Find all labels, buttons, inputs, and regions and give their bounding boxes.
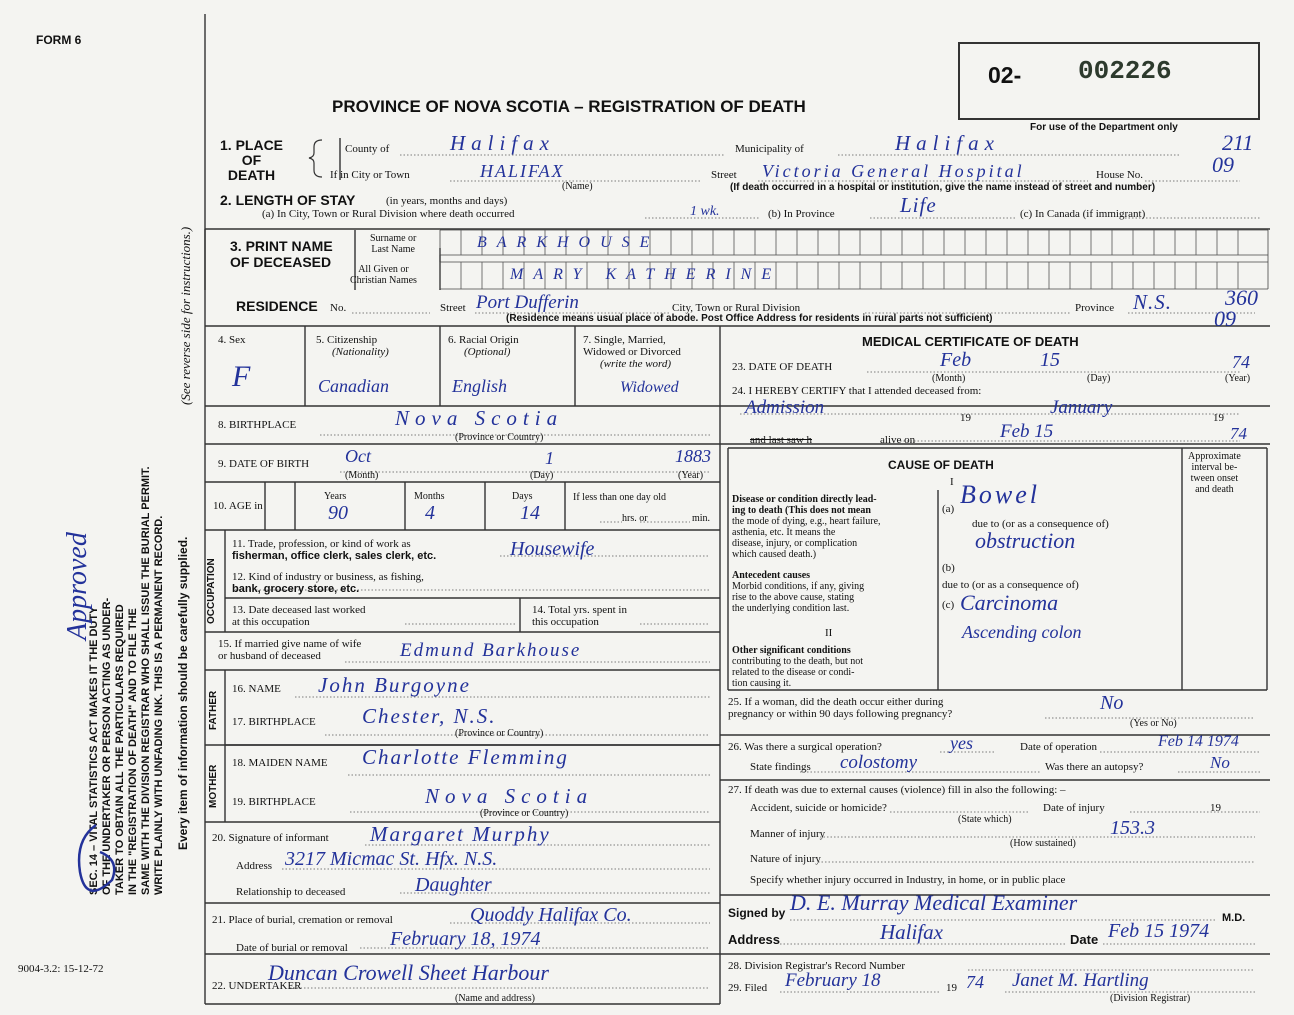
sec14-line-2: OF THE UNDERTAKER OR PERSON ACTING AS UNDER- (101, 597, 113, 895)
due-to-1: due to (or as a consequence of) (972, 518, 1109, 530)
death-month-sub: (Month) (932, 373, 966, 384)
filed-label: 29. Filed (728, 982, 768, 994)
length-of-stay-label: 2. LENGTH OF STAY (220, 192, 356, 208)
due-to-2: due to (or as a consequence of) (942, 579, 1079, 591)
pregnancy-question: 25. If a woman, did the death occur either during pregnancy or within 90 days following pregnancy? (728, 696, 953, 720)
residence-no-label: No. (330, 302, 347, 314)
operation-question: 26. Was there a surgical operation? (728, 741, 882, 753)
occupation-vertical: OCCUPATION (206, 558, 217, 624)
age-label: 10. AGE in (213, 500, 263, 512)
dob-year: 1883 (675, 446, 711, 466)
residence-province-label: Province (1075, 302, 1115, 314)
signature-date-value: Feb 15 1974 (1108, 920, 1210, 942)
father-name-label: 16. NAME (232, 683, 281, 695)
manner-code: 153.3 (1110, 817, 1155, 839)
surname-label: Surname or Last Name (370, 233, 417, 255)
mother-birthplace-value: Nova Scotia (425, 784, 594, 808)
death-year: 74 (1232, 352, 1250, 372)
sec14-line-6: WRITE PLAINLY WITH UNFADING INK. THIS IS A PERMANENT RECORD. (153, 515, 165, 895)
sec14-line-5: SAME WITH THE DIVISION REGISTRAR WHO SHALL ISSUE THE BURIAL PERMIT. (140, 466, 152, 895)
attended-from-year: 19 (960, 412, 971, 424)
hrs-label: hrs. or (622, 513, 648, 524)
house-no-label: House No. (1096, 169, 1144, 181)
stay-city-value: 1 wk. (690, 204, 720, 219)
department-code-1: 211 (1222, 130, 1254, 155)
name-caption: (Name) (562, 181, 593, 192)
racial-origin-sub: (Optional) (464, 346, 511, 358)
cause-b-label: (b) (942, 562, 955, 574)
county-value: Halifax (450, 131, 555, 155)
dob-day-sub: (Day) (530, 470, 554, 481)
months-label: Months (414, 491, 445, 502)
death-year-sub: (Year) (1225, 373, 1251, 384)
relationship-value: Daughter (415, 874, 492, 896)
informant-label: 20. Signature of informant (212, 832, 329, 844)
form-title: PROVINCE OF NOVA SCOTIA – REGISTRATION OF DEATH (332, 97, 806, 116)
cause-a-label: (a) (942, 503, 955, 515)
department-use-label: For use of the Department only (1030, 122, 1178, 133)
marital-value: Widowed (620, 379, 679, 396)
death-day-sub: (Day) (1087, 373, 1111, 384)
filed-year: 74 (966, 972, 984, 992)
street-value: Victoria General Hospital (762, 161, 1025, 181)
burial-place-value: Quoddy Halifax Co. (470, 904, 632, 926)
specify-place-label: Specify whether injury occurred in Industry, in home, or in public place (750, 874, 1066, 886)
years-label: Years (324, 491, 347, 502)
racial-origin-value: English (452, 376, 508, 396)
cause-c-value: Carcinoma (960, 590, 1059, 615)
last-saw-label: and last saw h (750, 434, 813, 446)
address-label: Address (728, 932, 781, 947)
sex-value: F (232, 360, 252, 393)
citizenship-label: 5. Citizenship (316, 334, 378, 346)
mother-birthplace-label: 19. BIRTHPLACE (232, 796, 316, 808)
date-of-death-label: 23. DATE OF DEATH (732, 361, 833, 373)
last-worked-label: 13. Date deceased last worked at this occupation (232, 604, 366, 628)
attended-from-value: Admission (745, 397, 825, 418)
attended-to-value: January (1050, 397, 1113, 418)
residence-city-label: City, Town or Rural Division (672, 302, 801, 314)
spouse-label: 15. If married give name of wife or husband of deceased (218, 638, 362, 662)
cause-title: CAUSE OF DEATH (888, 458, 994, 472)
father-birthplace-value: Chester, N.S. (362, 704, 497, 728)
residence-label: RESIDENCE (236, 298, 318, 314)
informant-address-label: Address (236, 860, 273, 872)
autopsy-value: No (1210, 753, 1230, 772)
department-code-4: 09 (1214, 306, 1236, 331)
department-code-2: 09 (1212, 152, 1234, 177)
surname-value: BARKHOUSE (477, 234, 660, 251)
attended-to-year: 19 (1213, 412, 1224, 424)
informant-signature: Margaret Murphy (370, 822, 551, 846)
length-of-stay-note: (in years, months and days) (386, 195, 508, 207)
signed-by-value: D. E. Murray Medical Examiner (790, 890, 1078, 915)
cause-part-1: I (950, 476, 954, 488)
operation-date-label: Date of operation (1020, 741, 1097, 753)
alive-on-value: Feb 15 (1000, 421, 1054, 442)
stay-canada-label: (c) In Canada (if immigrant) (1020, 208, 1146, 220)
municipality-value: Halifax (895, 131, 1000, 155)
residence-street-value: Port Dufferin (476, 292, 579, 313)
operation-answer: yes (950, 733, 973, 753)
burial-place-label: 21. Place of burial, cremation or removal (212, 914, 393, 926)
other-conditions-value: Ascending colon (962, 622, 1082, 642)
birthplace-value: Nova Scotia (395, 406, 564, 430)
residence-note: (Residence means usual place of abode. Post Office Address for residents in rural parts not sufficient) (506, 313, 993, 324)
sex-label: 4. Sex (218, 334, 246, 346)
dob-month-sub: (Month) (345, 470, 379, 481)
print-name-label: 3. PRINT NAME OF DECEASED (230, 238, 333, 270)
trade-value: Housewife (510, 538, 595, 560)
given-names-label: All Given or Christian Names (350, 264, 417, 286)
stay-city-label: (a) In City, Town or Rural Division where death occurred (262, 208, 515, 220)
disease-description: Disease or condition directly lead- ing to death (This does not mean the mode of dying, e.g., heart failure, asthenia, etc. It means the disease, injury, or complication which caused death.) (732, 494, 881, 560)
alive-on-year: 74 (1230, 424, 1247, 443)
filed-year-prefix: 19 (946, 982, 957, 994)
cause-c-label: (c) (942, 599, 955, 611)
marital-sub: (write the word) (600, 358, 672, 370)
how-sustained-sub: (How sustained) (1010, 838, 1076, 849)
external-causes-label: 27. If death was due to external causes (violence) fill in also the following: – (728, 784, 1066, 796)
dob-label: 9. DATE OF BIRTH (218, 458, 310, 470)
state-which-sub: (State which) (958, 814, 1012, 825)
relationship-label: Relationship to deceased (236, 886, 346, 898)
autopsy-label: Was there an autopsy? (1045, 761, 1144, 773)
nature-of-injury-label: Nature of injury (750, 853, 821, 865)
undertaker-label: 22. UNDERTAKER (212, 980, 302, 992)
stay-province-value: Life (900, 193, 937, 217)
sec14-line-4: IN THE "REGISTRATION OF DEATH" AND TO FILE THE (127, 608, 139, 895)
see-reverse-note: (See reverse side for instructions.) (178, 226, 193, 405)
stay-province-label: (b) In Province (768, 208, 835, 220)
approval-handwriting: Approved (62, 532, 93, 640)
sec14-line-1: SEC. 14 – VITAL STATISTICS ACT MAKES IT THE DUTY (88, 606, 100, 895)
form-code: 9004-3.2: 15-12-72 (18, 963, 104, 975)
burial-date-label: Date of burial or removal (236, 942, 348, 954)
filed-date: February 18 (785, 970, 881, 991)
address-value: Halifax (880, 920, 943, 944)
trade-label: 11. Trade, profession, or kind of work as fisherman, office clerk, sales clerk, etc. (232, 538, 437, 562)
alive-on-label: alive on (880, 434, 916, 446)
operation-date-value: Feb 14 1974 (1158, 733, 1239, 750)
antecedent-description: Antecedent causes Morbid conditions, if any, giving rise to the above cause, stating the underlying condition last. (732, 570, 865, 614)
citizenship-sub: (Nationality) (332, 346, 389, 358)
injury-year-label: 19 (1210, 802, 1221, 814)
registrar-signature: Janet M. Hartling (1012, 970, 1149, 991)
findings-value: colostomy (840, 752, 918, 773)
months-value: 4 (425, 502, 435, 524)
citizenship-value: Canadian (318, 376, 390, 396)
death-month: Feb (940, 349, 972, 371)
mother-birthplace-sub: (Province or Country) (480, 808, 569, 819)
municipality-label: Municipality of (735, 143, 804, 155)
birthplace-label: 8. BIRTHPLACE (218, 419, 297, 431)
undertaker-sub: (Name and address) (455, 993, 535, 1004)
marital-label: 7. Single, Married, Widowed or Divorced (583, 334, 681, 358)
manner-label: Manner of injury (750, 828, 826, 840)
city-value: HALIFAX (480, 161, 565, 181)
department-code-3: 360 (1225, 285, 1258, 310)
total-years-label: 14. Total yrs. spent in this occupation (532, 604, 627, 628)
mother-vertical: MOTHER (208, 764, 219, 808)
birthplace-sub: (Province or Country) (455, 432, 544, 443)
residence-province-value: N.S. (1133, 290, 1173, 314)
place-of-death-label: 1. PLACE OF DEATH (220, 137, 284, 183)
street-label: Street (711, 169, 737, 181)
pregnancy-answer: No (1100, 692, 1124, 714)
burial-date-value: February 18, 1974 (390, 928, 541, 950)
years-value: 90 (328, 502, 348, 524)
registration-number-box (958, 42, 1260, 120)
maiden-name-label: 18. MAIDEN NAME (232, 757, 328, 769)
father-birthplace-sub: (Province or Country) (455, 728, 544, 739)
undertaker-value: Duncan Crowell Sheet Harbour (268, 960, 549, 985)
md-label: M.D. (1222, 912, 1246, 924)
cause-a-value: Bowel (960, 480, 1040, 509)
registration-number: 002226 (1078, 56, 1172, 86)
industry-label: 12. Kind of industry or business, as fishing, bank, grocery store, etc. (232, 571, 424, 595)
days-label: Days (512, 491, 533, 502)
death-day: 15 (1040, 349, 1060, 371)
county-label: County of (345, 143, 390, 155)
days-value: 14 (520, 502, 540, 524)
pregnancy-sub: (Yes or No) (1130, 718, 1177, 729)
father-name-value: John Burgoyne (318, 673, 471, 697)
certify-label: 24. I HEREBY CERTIFY that I attended deceased from: (732, 385, 982, 397)
signature-date-label: Date (1070, 932, 1099, 947)
findings-label: State findings (750, 761, 811, 773)
other-conditions-description: Other significant conditions contributing to the death, but not related to the disease or condi- tion causing it. (732, 645, 864, 689)
sec14-line-3: TAKER TO OBTAIN ALL THE PARTICULARS REQUIRED (114, 604, 126, 895)
date-of-injury-label: Date of injury (1043, 802, 1105, 814)
residence-street-label: Street (440, 302, 466, 314)
interval-header: Approximate interval be- tween onset and death (1188, 451, 1241, 495)
cause-part-2: II (825, 627, 833, 639)
spouse-value: Edmund Barkhouse (400, 640, 582, 661)
signed-by-label: Signed by (728, 906, 786, 920)
registration-prefix: 02- (988, 62, 1022, 88)
father-birthplace-label: 17. BIRTHPLACE (232, 716, 316, 728)
one-day-label: If less than one day old (573, 492, 667, 503)
cause-b-value: obstruction (975, 528, 1076, 553)
medical-certificate-title: MEDICAL CERTIFICATE OF DEATH (862, 334, 1079, 349)
racial-origin-label: 6. Racial Origin (448, 334, 519, 346)
father-vertical: FATHER (208, 690, 219, 730)
given-names-value: MARY KATHERINE (510, 266, 782, 283)
record-number-label: 28. Division Registrar's Record Number (728, 960, 906, 972)
city-label: If in City or Town (330, 169, 410, 181)
informant-address-value: 3217 Micmac St. Hfx. N.S. (285, 848, 498, 870)
min-label: min. (692, 513, 711, 524)
every-item-note: Every item of information should be carefully supplied. (176, 536, 190, 850)
hospital-note: (If death occurred in a hospital or institution, give the name instead of street and number) (730, 182, 1156, 193)
accident-label: Accident, suicide or homicide? (750, 802, 887, 814)
dob-month: Oct (345, 446, 371, 466)
form-number: FORM 6 (36, 33, 82, 47)
dob-day: 1 (545, 448, 554, 468)
registrar-sub: (Division Registrar) (1110, 993, 1191, 1004)
dob-year-sub: (Year) (678, 470, 704, 481)
maiden-name-value: Charlotte Flemming (362, 745, 569, 769)
